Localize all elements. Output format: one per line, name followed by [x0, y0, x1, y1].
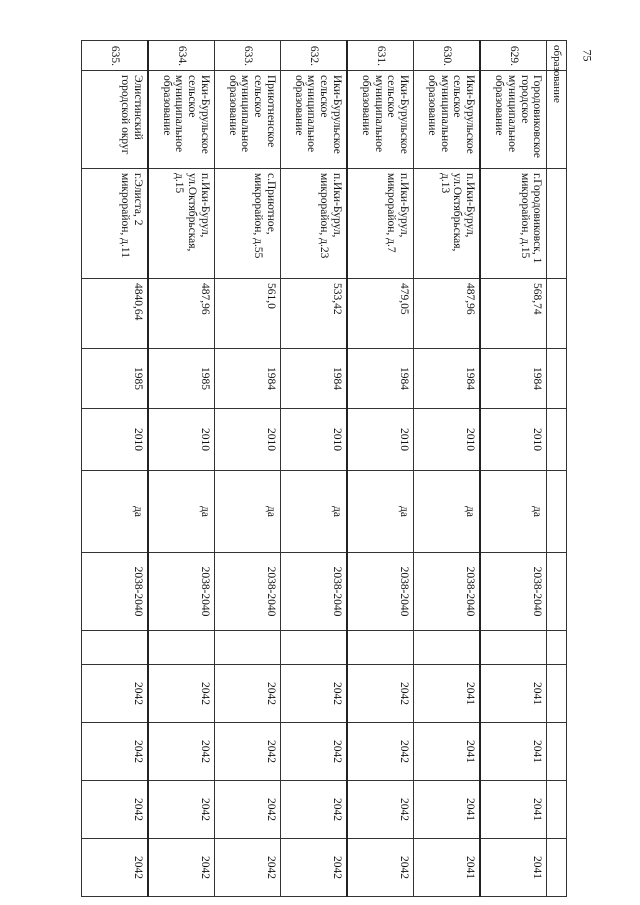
flag-cell: да: [281, 471, 348, 553]
header-cell: [547, 471, 567, 553]
municipality-cell: Ики-Бурульское сельское муниципальное образование: [347, 71, 414, 169]
header-cell: [547, 409, 567, 471]
area-cell: 568,74: [480, 279, 547, 349]
header-cell: [547, 781, 567, 839]
year-plan-cell: 2041: [414, 839, 481, 897]
header-cell: [547, 665, 567, 723]
empty-cell: [347, 631, 414, 665]
row-number: 634.: [148, 41, 215, 71]
address-cell: г.Городовиковск, 1 микрорайон, д.15: [480, 169, 547, 279]
year-plan-cell: 2042: [82, 839, 149, 897]
year-plan-cell: 2041: [480, 723, 547, 781]
housing-table: [81, 40, 567, 897]
year-cell: 2010: [281, 409, 348, 471]
period-cell: 2038-2040: [148, 553, 215, 631]
year-built-cell: 1984: [414, 349, 481, 409]
year-plan-cell: 2041: [480, 839, 547, 897]
page-number: 75: [580, 49, 595, 62]
year-cell: 2010: [414, 409, 481, 471]
area-cell: 561,0: [215, 279, 281, 349]
empty-cell: [414, 631, 481, 665]
year-plan-cell: 2041: [414, 723, 481, 781]
year-plan-cell: 2042: [148, 839, 215, 897]
year-plan-cell: 2042: [215, 781, 281, 839]
header-cell: [547, 169, 567, 279]
header-cell: [547, 349, 567, 409]
flag-cell: да: [480, 471, 547, 553]
table-row: [347, 41, 414, 897]
year-plan-cell: 2042: [281, 839, 348, 897]
empty-cell: [281, 631, 348, 665]
table-header-row: [547, 41, 567, 897]
year-plan-cell: 2042: [347, 839, 414, 897]
year-cell: 2010: [215, 409, 281, 471]
period-cell: 2038-2040: [414, 553, 481, 631]
row-number: 629.: [480, 41, 547, 71]
rotated-table-wrapper: [81, 40, 567, 896]
year-built-cell: 1984: [215, 349, 281, 409]
year-cell: 2010: [480, 409, 547, 471]
year-plan-cell: 2042: [281, 723, 348, 781]
header-cell: [547, 839, 567, 897]
year-plan-cell: 2042: [215, 723, 281, 781]
header-cell: [547, 723, 567, 781]
table-row: [414, 41, 481, 897]
empty-cell: [148, 631, 215, 665]
municipality-cell: Элистинский городской округ: [82, 71, 149, 169]
address-cell: п.Ики-Бурул, ул.Октябрьская, д.13: [414, 169, 481, 279]
area-cell: 479,05: [347, 279, 414, 349]
table-row: [215, 41, 281, 897]
area-cell: 487,96: [148, 279, 215, 349]
year-cell: 2010: [148, 409, 215, 471]
address-cell: с.Приютное, микрорайон, д.55: [215, 169, 281, 279]
year-plan-cell: 2041: [414, 781, 481, 839]
flag-cell: да: [414, 471, 481, 553]
area-cell: 4840,64: [82, 279, 149, 349]
row-number: 631.: [347, 41, 414, 71]
address-cell: п.Ики-Бурул, микрорайон, д.23: [281, 169, 348, 279]
period-cell: 2038-2040: [281, 553, 348, 631]
year-plan-cell: 2041: [480, 781, 547, 839]
year-plan-cell: 2042: [82, 723, 149, 781]
municipality-cell: Ики-Бурульское сельское муниципальное образование: [148, 71, 215, 169]
header-cell: [547, 631, 567, 665]
period-cell: 2038-2040: [347, 553, 414, 631]
address-cell: г.Элиста, 2 микрорайон, д.11: [82, 169, 149, 279]
year-cell: 2010: [347, 409, 414, 471]
municipality-cell: Приютненское сельское муниципальное образование: [215, 71, 281, 169]
year-plan-cell: 2042: [215, 839, 281, 897]
year-plan-cell: 2042: [148, 781, 215, 839]
area-cell: 533,42: [281, 279, 348, 349]
year-plan-cell: 2041: [414, 665, 481, 723]
year-built-cell: 1984: [480, 349, 547, 409]
row-number: 635.: [82, 41, 149, 71]
municipality-cell: Городовиковское городское муниципальное образование: [480, 71, 547, 169]
year-plan-cell: 2041: [480, 665, 547, 723]
year-built-cell: 1984: [347, 349, 414, 409]
address-cell: п.Ики-Бурул, ул.Октябрьская, д.15: [148, 169, 215, 279]
year-plan-cell: 2042: [82, 781, 149, 839]
year-built-cell: 1985: [82, 349, 149, 409]
flag-cell: да: [82, 471, 149, 553]
table-row: [148, 41, 215, 897]
year-plan-cell: 2042: [148, 665, 215, 723]
year-plan-cell: 2042: [281, 665, 348, 723]
flag-cell: да: [148, 471, 215, 553]
period-cell: 2038-2040: [82, 553, 149, 631]
header-cell: [547, 553, 567, 631]
year-cell: 2010: [82, 409, 149, 471]
year-built-cell: 1984: [281, 349, 348, 409]
period-cell: 2038-2040: [480, 553, 547, 631]
address-cell: п.Ики-Бурул, микрорайон, д.7: [347, 169, 414, 279]
table-row: [480, 41, 547, 897]
period-cell: 2038-2040: [215, 553, 281, 631]
table-row: [82, 41, 149, 897]
header-cell: [547, 279, 567, 349]
row-number: 633.: [215, 41, 281, 71]
year-plan-cell: 2042: [281, 781, 348, 839]
flag-cell: да: [347, 471, 414, 553]
row-number: 632.: [281, 41, 348, 71]
header-cell: образование: [547, 41, 567, 71]
year-plan-cell: 2042: [148, 723, 215, 781]
table-row: [281, 41, 348, 897]
year-plan-cell: 2042: [347, 723, 414, 781]
year-plan-cell: 2042: [215, 665, 281, 723]
empty-cell: [215, 631, 281, 665]
year-plan-cell: 2042: [347, 781, 414, 839]
year-built-cell: 1985: [148, 349, 215, 409]
area-cell: 487,96: [414, 279, 481, 349]
row-number: 630.: [414, 41, 481, 71]
municipality-cell: Ики-Бурульское сельское муниципальное образование: [414, 71, 481, 169]
year-plan-cell: 2042: [82, 665, 149, 723]
flag-cell: да: [215, 471, 281, 553]
empty-cell: [480, 631, 547, 665]
year-plan-cell: 2042: [347, 665, 414, 723]
empty-cell: [82, 631, 149, 665]
municipality-cell: Ики-Бурульское сельское муниципальное образование: [281, 71, 348, 169]
